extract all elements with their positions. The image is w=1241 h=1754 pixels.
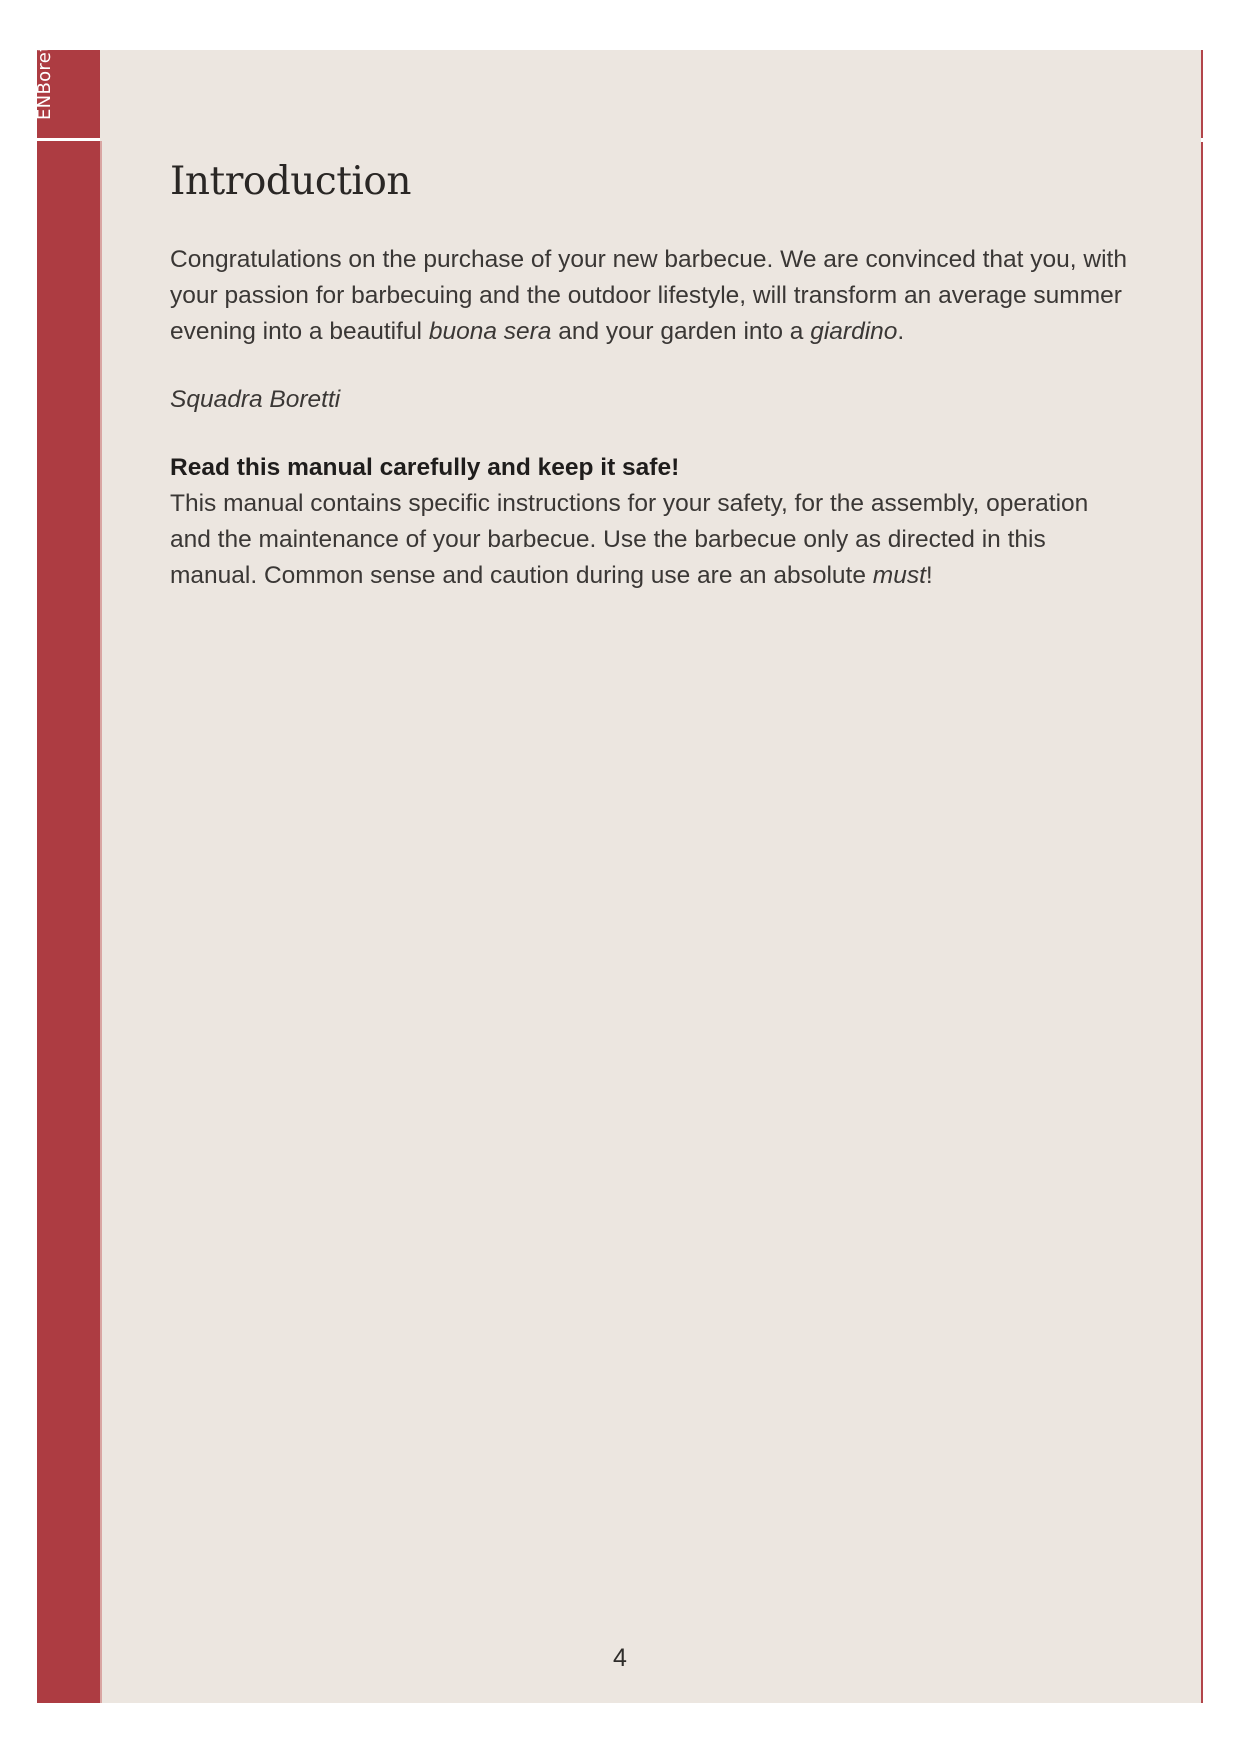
page-title: Introduction	[170, 159, 411, 204]
right-border-gap	[1201, 138, 1203, 142]
warning-emphasis: must	[872, 562, 926, 589]
warning-text-1: This manual contains specific instructions for your safety, for the assembly, operation and the maintenance of your barbecue. Use the barbecue only as directed in this manual. Common sense and caution during use are an absolute	[170, 490, 1089, 589]
page-content	[170, 159, 1130, 594]
warning-text-2: !	[925, 562, 933, 589]
intro-emphasis-2: giardino	[810, 318, 898, 345]
side-tab-label: ENBoretti	[34, 31, 55, 120]
side-color-bar	[37, 141, 100, 1703]
right-border-line	[1201, 50, 1203, 1703]
intro-text-1: Congratulations on the purchase of your new barbecue. We are convinced that you, with your passion for barbecuing and the outdoor lifestyle, will transform an average summer evening into a beautiful	[170, 246, 1127, 345]
intro-text-3: .	[897, 318, 905, 345]
side-bar-edge	[100, 141, 102, 1703]
intro-emphasis-1: buona sera	[428, 318, 552, 345]
language-side-tab	[34, 31, 100, 138]
intro-paragraph	[170, 242, 1130, 350]
intro-text-2: and your garden into a	[551, 318, 811, 345]
signature: Squadra Boretti	[170, 386, 341, 413]
manual-page	[34, 31, 1203, 1703]
warning-heading: Read this manual carefully and keep it safe!	[170, 454, 680, 481]
page-number: 4	[613, 1644, 627, 1672]
warning-paragraph	[170, 486, 1130, 594]
